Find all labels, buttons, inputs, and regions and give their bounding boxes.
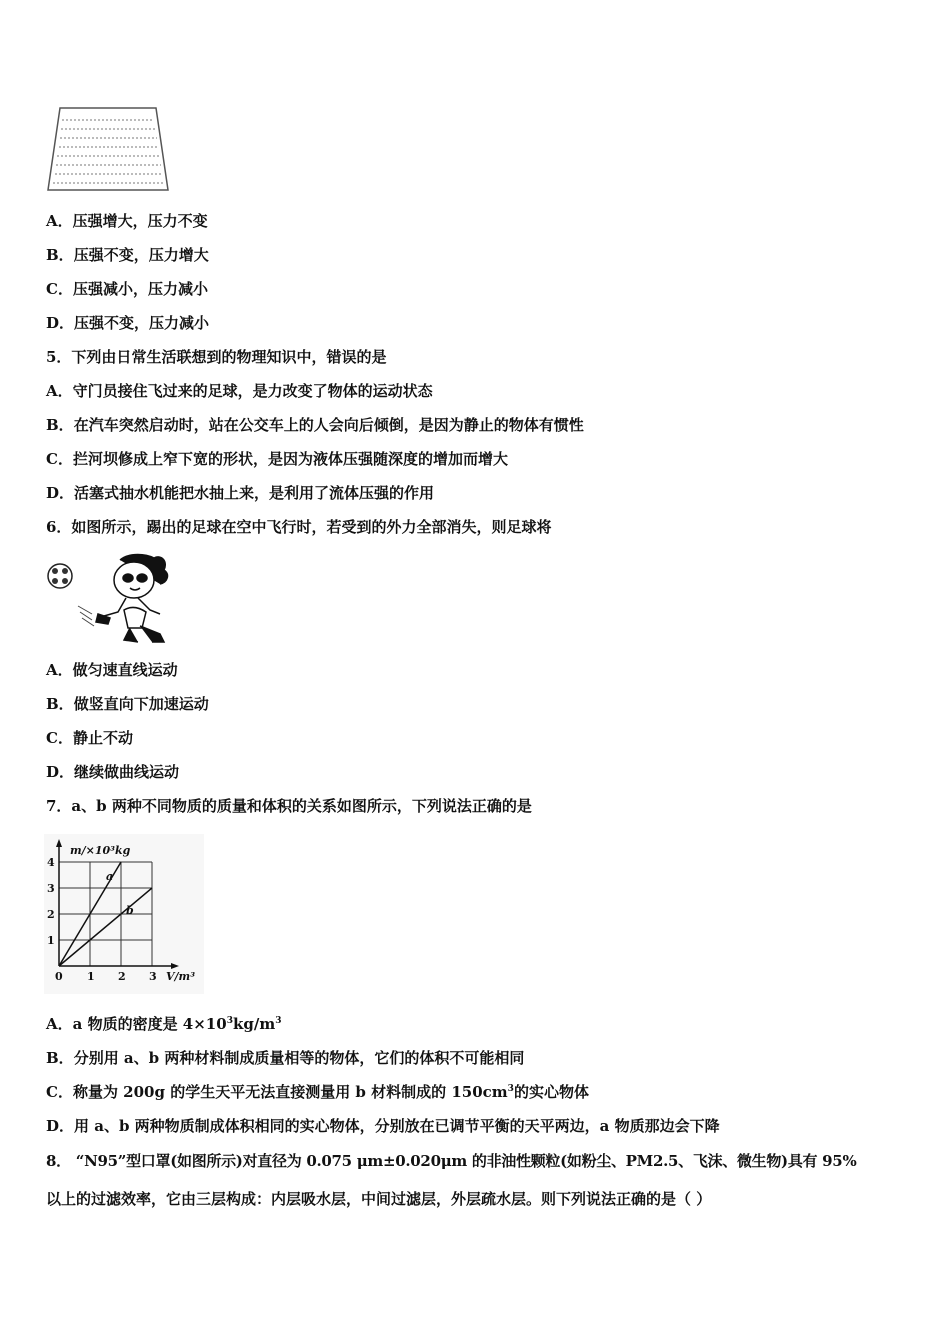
line-a-label: a <box>106 870 114 883</box>
q5-stem: 5．下列由日常生活联想到的物理知识中，错误的是 <box>46 348 387 366</box>
x-axis-label: V/m³ <box>166 970 196 983</box>
mascot-icon <box>96 555 167 643</box>
x-tick-label: 1 <box>87 970 95 983</box>
q4-option-d: D．压强不变，压力减小 <box>46 314 210 332</box>
q6-stem: 6．如图所示，踢出的足球在空中飞行时，若受到的外力全部消失，则足球将 <box>46 518 552 536</box>
y-tick-label: 2 <box>47 908 55 921</box>
y-tick-label: 4 <box>47 856 55 869</box>
mass-volume-graph <box>44 834 204 994</box>
q6-option-d: D．继续做曲线运动 <box>46 763 180 781</box>
q4-option-a: A．压强增大，压力不变 <box>46 212 208 230</box>
q5-option-d: D．活塞式抽水机能把水抽上来，是利用了流体压强的作用 <box>46 484 435 502</box>
soccer-ball-icon <box>48 564 72 588</box>
q6-option-a: A．做匀速直线运动 <box>46 661 178 679</box>
origin-label: 0 <box>55 970 63 983</box>
q5-option-c: C．拦河坝修成上窄下宽的形状，是因为液体压强随深度的增加而增大 <box>46 450 508 468</box>
x-tick-label: 3 <box>149 970 157 983</box>
q8-stem-line-1: 8． “N95”型口罩(如图所示)对直径为 0.075 μm±0.020μm 的非油性颗粒(如粉尘、PM2.5、飞沫、微生物)具有 95% <box>46 1152 857 1170</box>
q7-option-c: C．称量为 200g 的学生天平无法直接测量用 b 材料制成的 $150cm^3$的实心物体 <box>46 1083 589 1101</box>
q7-option-a: A．a 物质的密度是 $4\times 10^3kg/m^3$ <box>46 1015 282 1033</box>
q7-option-d: D．用 a、b 两种物质制成体积相同的实心物体，分别放在已调节平衡的天平两边，a 物质那边会下降 <box>46 1117 720 1135</box>
q7-stem: 7．a、b 两种不同物质的质量和体积的关系如图所示，下列说法正确的是 <box>46 797 532 815</box>
y-axis-label: m/×10³kg <box>70 844 131 857</box>
container-figure <box>44 100 174 195</box>
q5-option-a: A．守门员接住飞过来的足球，是力改变了物体的运动状态 <box>46 382 433 400</box>
y-tick-label: 3 <box>47 882 55 895</box>
y-tick-label: 1 <box>47 934 55 947</box>
q4-option-b: B．压强不变，压力增大 <box>46 246 209 264</box>
q6-option-c: C．静止不动 <box>46 729 133 747</box>
q8-stem-line-2: 以上的过滤效率，它由三层构成：内层吸水层，中间过滤层，外层疏水层。则下列说法正确的是（ ） <box>46 1190 712 1208</box>
q7-option-b: B．分别用 a、b 两种材料制成质量相等的物体，它们的体积不可能相同 <box>46 1049 525 1067</box>
line-b-label: b <box>126 904 134 917</box>
q6-option-b: B．做竖直向下加速运动 <box>46 695 209 713</box>
x-tick-label: 2 <box>118 970 126 983</box>
q5-option-b: B．在汽车突然启动时，站在公交车上的人会向后倾倒，是因为静止的物体有惯性 <box>46 416 584 434</box>
q4-option-c: C．压强减小，压力减小 <box>46 280 208 298</box>
kicking-mascot-figure <box>42 552 182 644</box>
